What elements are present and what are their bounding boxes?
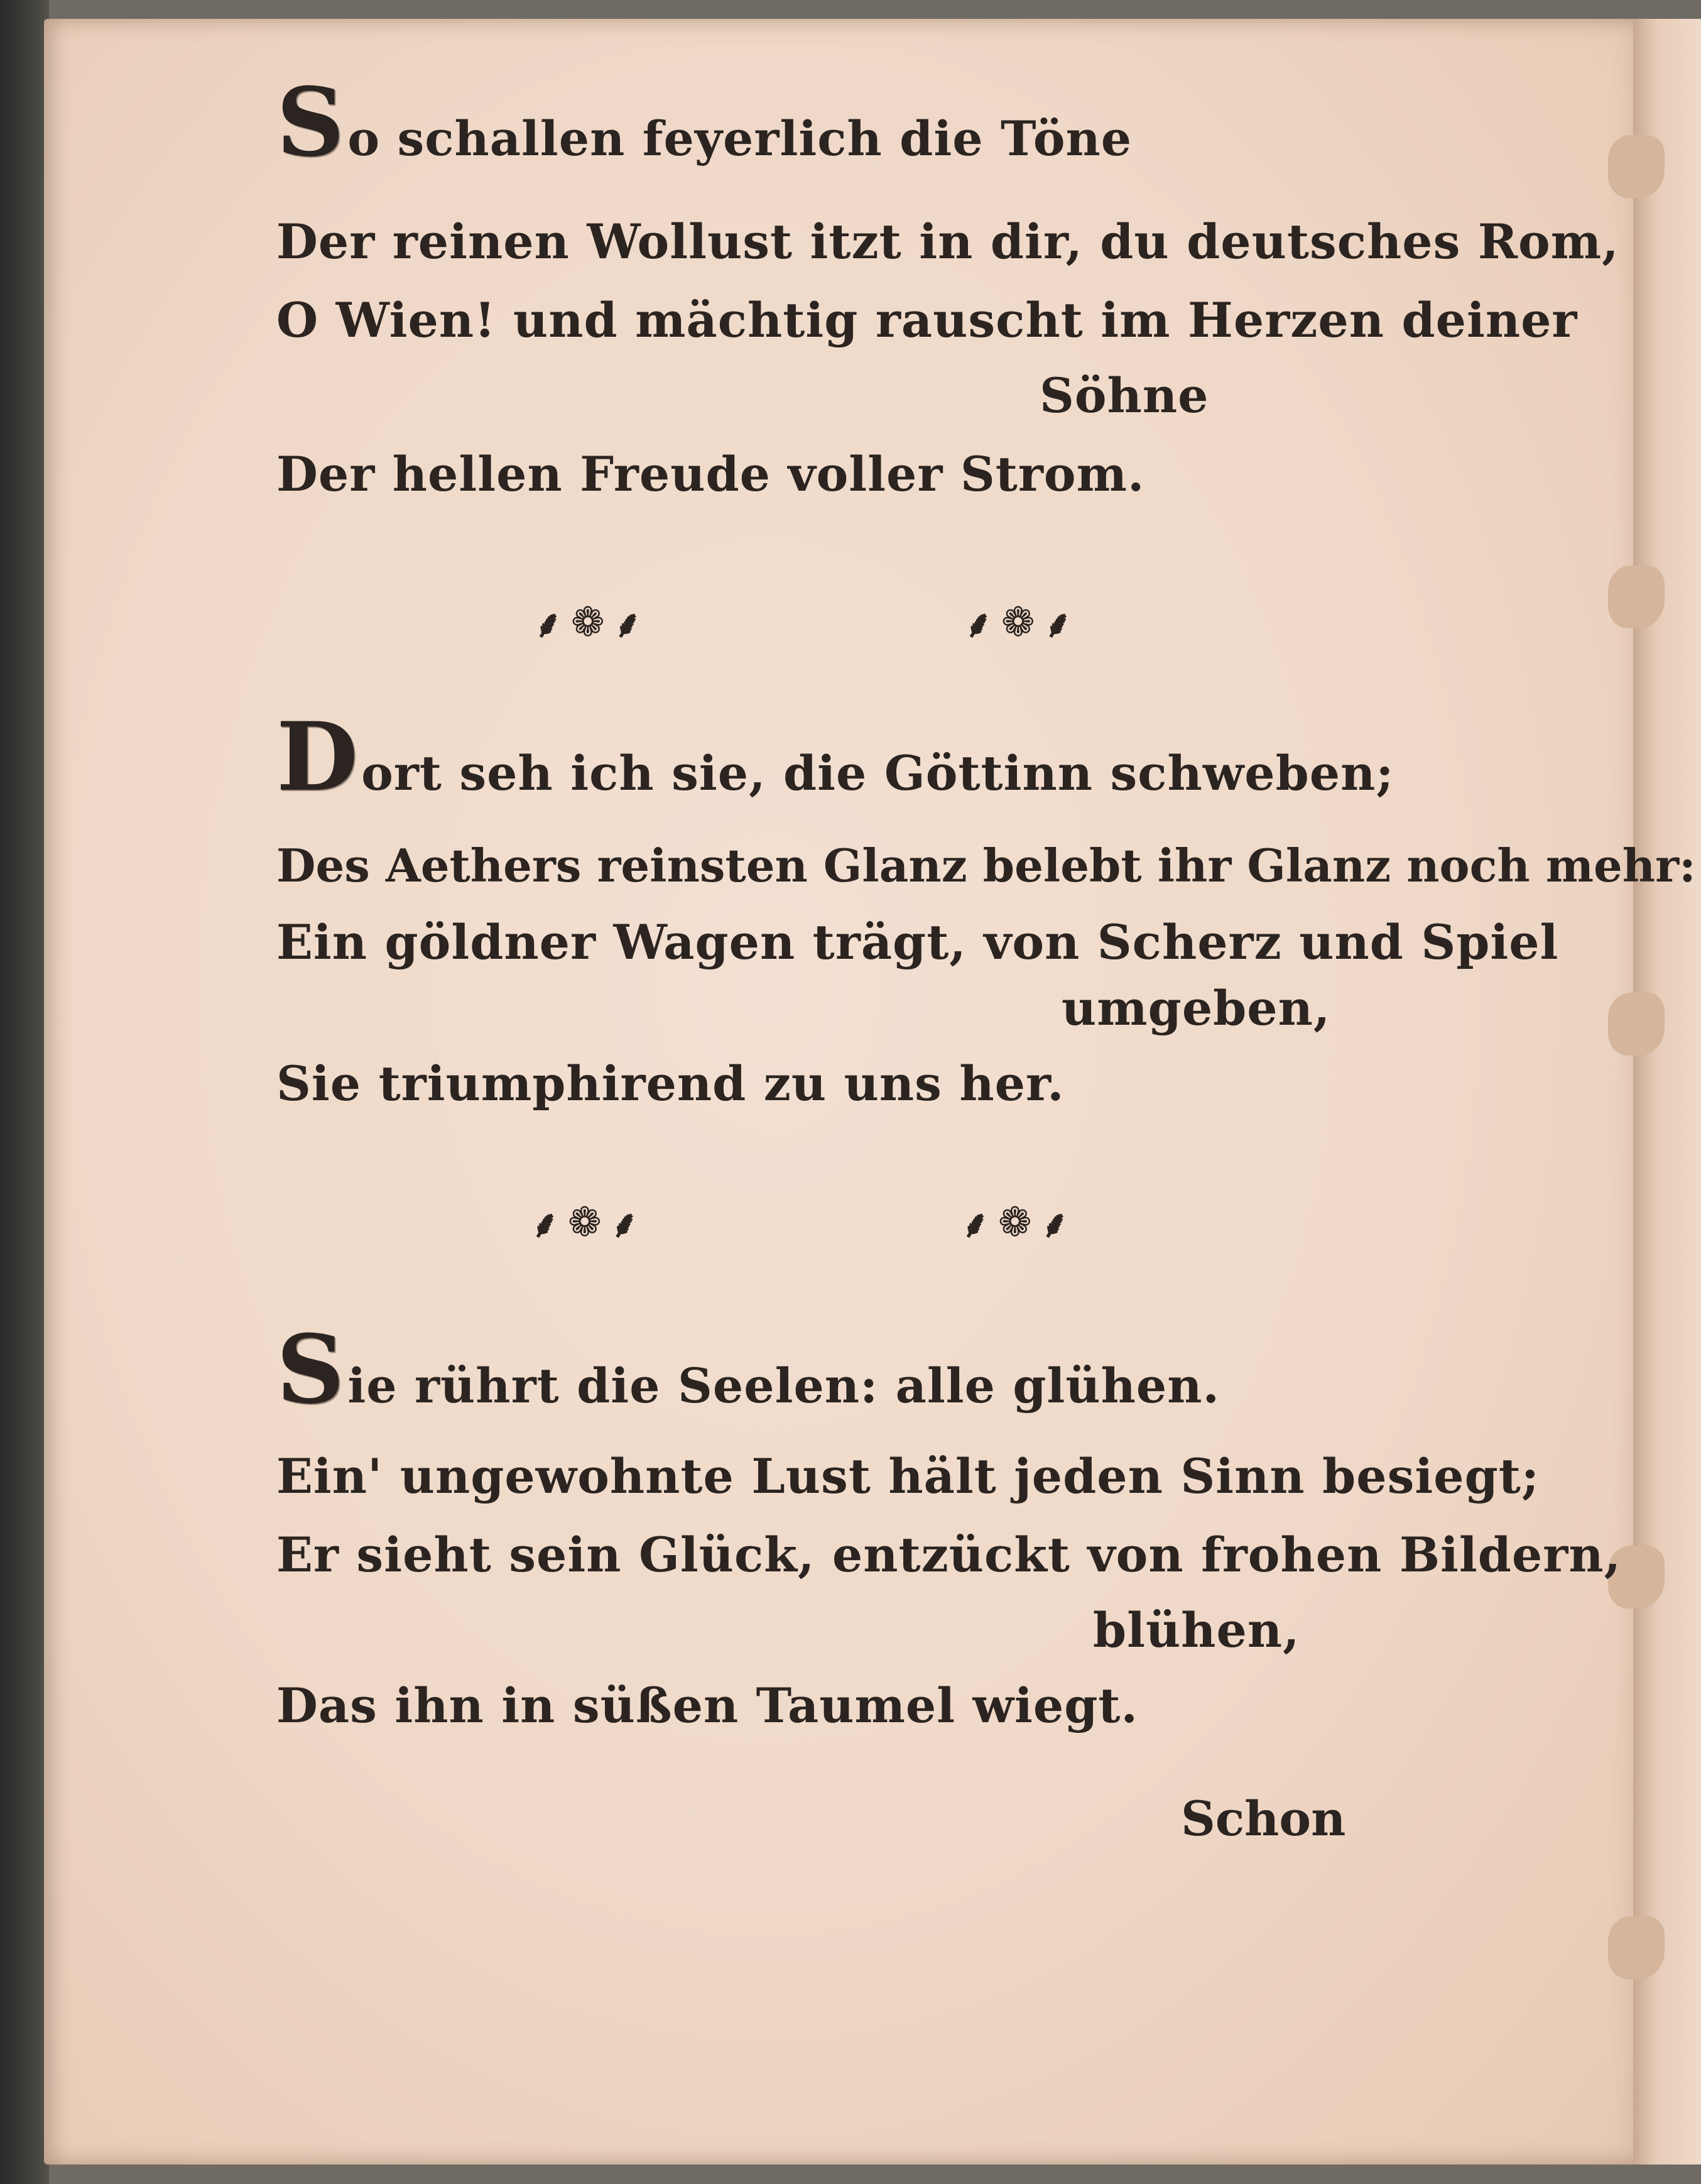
- book-spine: [0, 0, 49, 2184]
- stanza-2-line-1: Dort seh ich sie, die Göttinn schweben;: [276, 702, 1394, 812]
- stanza-3-line-1: Sie rührt die Seelen: alle glühen.: [276, 1314, 1220, 1425]
- catchword: Schon: [1181, 1791, 1346, 1847]
- drop-cap: S: [276, 67, 345, 178]
- ornament-vignette: ⸙ ❁ ⸙: [961, 1199, 1069, 1247]
- binding-tear: [1608, 1916, 1665, 1979]
- stanza-2-line-2: Des Aethers reinsten Glanz belebt ihr Glanz noch mehr:: [276, 839, 1696, 892]
- binding-tear: [1608, 565, 1665, 628]
- ornament-vignette: ⸙ ❁ ⸙: [531, 1199, 639, 1247]
- stanza-1-line-2: Der reinen Wollust itzt in dir, du deutsches Rom,: [276, 214, 1619, 270]
- stanza-3-line-4: blühen,: [1093, 1602, 1300, 1658]
- stanza-1-line-3: O Wien! und mächtig rauscht im Herzen deiner: [276, 292, 1578, 348]
- rosette-icon: ❁: [568, 1199, 602, 1246]
- next-page-edge: [1633, 19, 1701, 2165]
- rosette-icon: ❁: [1001, 599, 1035, 646]
- rosette-icon: ❁: [571, 599, 605, 646]
- stanza-2-line-5: Sie triumphirend zu uns her.: [276, 1056, 1065, 1111]
- stanza-1-line-5: Der hellen Freude voller Strom.: [276, 446, 1145, 502]
- drop-cap: S: [276, 1314, 345, 1425]
- stanza-3-line-3: Er sieht sein Glück, entzückt von frohen Bildern,: [276, 1527, 1622, 1583]
- stanza-2-line-3: Ein göldner Wagen trägt, von Scherz und Spiel: [276, 914, 1559, 970]
- binding-tear: [1608, 993, 1665, 1056]
- stanza-3-line-5: Das ihn in süßen Taumel wiegt.: [276, 1678, 1138, 1734]
- stanza-2-line-4: umgeben,: [1062, 980, 1331, 1036]
- ornament-vignette: ⸙ ❁ ⸙: [534, 599, 642, 647]
- ornament-vignette: ⸙ ❁ ⸙: [964, 599, 1072, 647]
- stanza-1-line-4: Söhne: [1040, 368, 1209, 423]
- stanza-3-line-2: Ein' ungewohnte Lust hält jeden Sinn besiegt;: [276, 1448, 1540, 1504]
- binding-tear: [1608, 135, 1665, 198]
- drop-cap: D: [276, 702, 359, 812]
- stanza-1-line-1: So schallen feyerlich die Töne: [276, 67, 1133, 178]
- rosette-icon: ❁: [998, 1199, 1032, 1246]
